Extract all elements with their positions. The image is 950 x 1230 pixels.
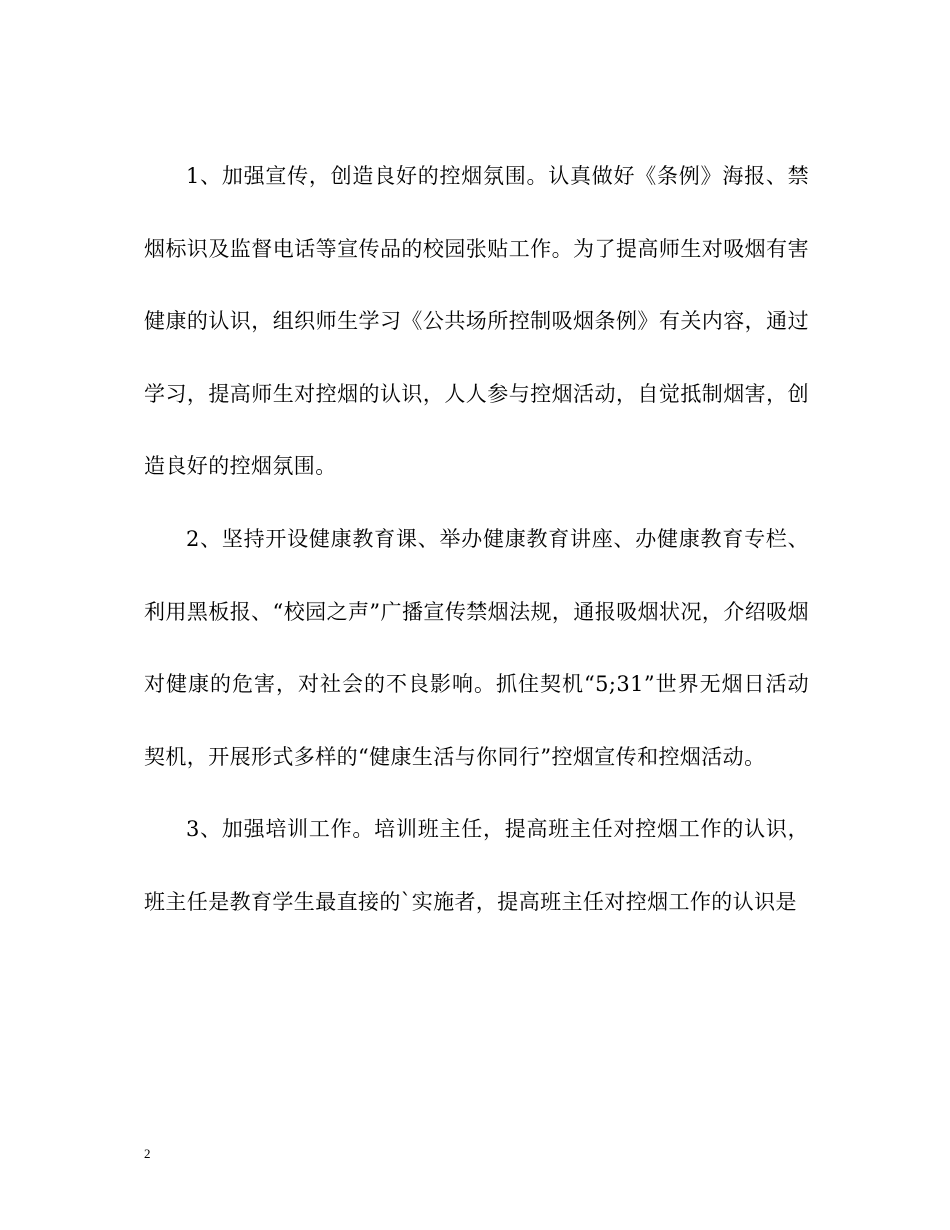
page-number: 2	[144, 1146, 151, 1161]
paragraph-1: 1、加强宣传，创造良好的控烟氛围。认真做好《条例》海报、禁烟标识及监督电话等宣传品的校园张贴工作。为了提高师生对吸烟有害健康的认识，组织师生学习《公共场所控制吸烟条例》有关内容，通过学习，提高师生对控烟的认识，人人参与控烟活动，自觉抵制烟害，创造良好的控烟氛围。	[144, 164, 809, 479]
paragraph-3: 3、加强培训工作。培训班主任，提高班主任对控烟工作的认识，班主任是教育学生最直接的`实施者，提高班主任对控烟工作的认识是	[144, 817, 809, 914]
document-body	[144, 140, 809, 939]
paragraph-2: 2、坚持开设健康教育课、举办健康教育讲座、办健康教育专栏、利用黑板报、“校园之声”广播宣传禁烟法规，通报吸烟状况，介绍吸烟对健康的危害，对社会的不良影响。抓住契机“5;31”世界无烟日活动契机，开展形式多样的“健康生活与你同行”控烟宣传和控烟活动。	[144, 526, 809, 769]
